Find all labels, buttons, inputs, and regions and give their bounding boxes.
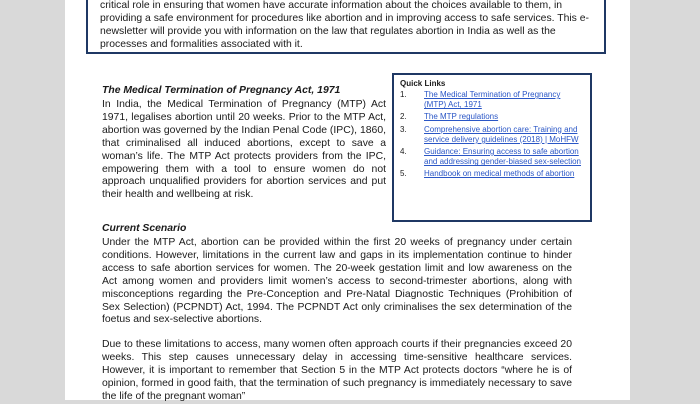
quick-link-guidance-safe-abortion[interactable]: Guidance: Ensuring access to safe abortion and addressing gender-biased sex-selection [424, 147, 581, 167]
intro-text: critical role in ensuring that women have accurate information about the choices available to them, in providing a safe environment for procedures like abortion and in improving access to safe services. This e-newsletter will provide you with information on the law that regulates abortion in India as well as the processes and formalities associated with it. [100, 0, 589, 50]
mtp-act-body: In India, the Medical Termination of Pregnancy (MTP) Act 1971, legalises abortion until 20 weeks. Prior to the MTP Act, abortion was governed by the Indian Penal Code (IPC), 1860, that criminalised all induced abortions, except to save a woman’s life. The MTP Act protects providers from the IPC, empowering them with a tool to ensure women do not approach unqualified providers for abortion services and put their health and wellbeing at risk. [102, 99, 386, 201]
quick-link-number: 2. [400, 112, 407, 122]
quick-link-item [400, 147, 584, 167]
quick-link-number: 4. [400, 147, 407, 157]
quick-link-item [400, 169, 584, 179]
quick-links-list [400, 90, 584, 180]
quick-link-number: 1. [400, 90, 407, 99]
quick-links-box [392, 73, 592, 222]
current-scenario-paragraph-1: Under the MTP Act, abortion can be provided within the first 20 weeks of pregnancy under certain conditions. However, limitations in the current law and gaps in its implementation continue to hinder access to safe abortion services for women. The 20-week gestation limit and low awareness on the Act among women and providers limit women’s access to second-trimester abortions, along with misconceptions regarding the Pre-Conception and Pre-Natal Diagnostic Techniques (Prohibition of Sex Selection) (PCPNDT) Act, 1994. The PCPNDT Act only criminalises the sex determination of the foetus and sex-selective abortions. [102, 237, 572, 326]
quick-link-number: 3. [400, 124, 407, 134]
current-scenario-paragraph-2: Due to these limitations to access, many women often approach courts if their pregnancies exceed 20 weeks. This step causes unnecessary delay in accessing time-sensitive healthcare services. However, it is important to remember that Section 5 in the MTP Act protects doctors “where he is of opinion, formed in good faith, that the termination of such pregnancy is immediately necessary to save the life of the pregnant woman” [102, 339, 572, 402]
quick-link-abortion-care-guidelines[interactable]: Comprehensive abortion care: Training and service delivery guidelines (2018) | MoHFW [424, 124, 579, 144]
intro-callout-box [86, 0, 606, 54]
quick-link-number: 5. [400, 169, 407, 179]
mtp-act-heading: The Medical Termination of Pregnancy Act, 1971 [102, 85, 341, 96]
quick-link-medical-methods-handbook[interactable]: Handbook on medical methods of abortion [424, 169, 575, 179]
quick-link-item [400, 125, 584, 145]
quick-link-item [400, 90, 584, 110]
current-scenario-heading: Current Scenario [102, 223, 187, 234]
quick-link-item [400, 112, 584, 122]
quick-link-mtp-act[interactable]: The Medical Termination of Pregnancy (MTP) Act, 1971 [424, 90, 561, 110]
quick-links-title: Quick Links [400, 79, 446, 88]
quick-link-mtp-regulations[interactable]: The MTP regulations [424, 112, 499, 122]
